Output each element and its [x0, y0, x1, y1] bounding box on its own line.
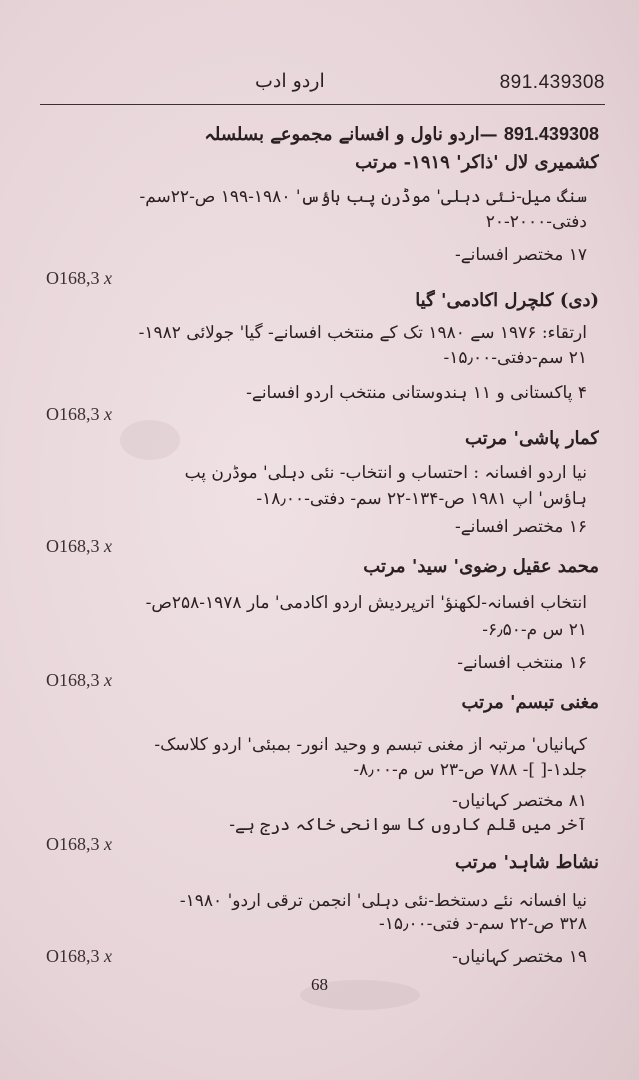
call-number-suffix: x — [104, 946, 112, 966]
page-number: 68 — [311, 975, 328, 994]
entry-line: ۱۷ مختصر افسانے- — [454, 245, 587, 265]
call-number-value: O168,3 — [46, 670, 100, 690]
entry-line: ۱۶ مختصر افسانے- — [454, 517, 587, 537]
series-number: 891.439308 — [503, 124, 599, 144]
call-number-suffix: x — [104, 404, 112, 424]
call-number-suffix: x — [104, 536, 112, 556]
entry-line: ارتقاء: ۱۹۷۶ سے ۱۹۸۰ تک کے منتخب افسانے- گیا' جولائی ۱۹۸۲- — [138, 323, 587, 343]
entry-heading: کشمیری لال 'ذاکر' ۱۹۱۹- مرتب — [355, 152, 599, 173]
call-number — [46, 404, 112, 425]
call-number — [46, 670, 112, 691]
entry-heading: محمد عقیل رضوی' سید' مرتب — [363, 556, 599, 577]
page-header — [40, 62, 605, 102]
entry-line: ۳۲۸ ص-۲۲ سم-د فتی-۱۵٫۰۰- — [378, 914, 587, 934]
call-number-value: O168,3 — [46, 404, 100, 424]
entry-line: نیا اردو افسانہ : احتساب و انتخاب- نئی دہلی' موڈرن پب — [184, 463, 587, 483]
entry-line: انتخاب افسانہ-لکھنؤ' اترپردیش اردو اکادمی' مار ۱۹۷۸-۲۵۸ص- — [145, 593, 587, 613]
entry-line: ۸۱ مختصر کہانیاں- — [452, 791, 587, 811]
entry-line: ۴ پاکستانی و ۱۱ ہندوستانی منتخب اردو افسانے- — [246, 383, 587, 403]
entry-line: دفتی-۲۰۰۰-۲۰ — [485, 212, 587, 232]
header-rule — [40, 104, 605, 105]
call-number-suffix: x — [104, 834, 112, 854]
entry-heading: (دی) کلچرل اکادمی' گیا — [415, 290, 599, 311]
header-title: اردو ادب — [255, 70, 325, 92]
call-number-suffix: x — [104, 670, 112, 690]
call-number — [46, 268, 112, 289]
call-number-value: O168,3 — [46, 268, 100, 288]
entry-line: کہانیاں' مرتبہ از مغنی تبسم و وحید انور- بمبئی' اردو کلاسک- — [154, 735, 587, 755]
entry-line: ہاؤس' اپ ۱۹۸۱ ص-۱۳۴-۲۲ سم- دفتی-۱۸٫۰۰- — [256, 489, 587, 509]
entry-line: جلد۱-[ ]- ۷۸۸ ص-۲۳ س م-۸٫۰۰- — [353, 760, 587, 780]
call-number-value: O168,3 — [46, 946, 100, 966]
entry-line: ۲۱ سم-دفتی-۱۵٫۰۰- — [443, 348, 587, 368]
call-number — [46, 536, 112, 557]
entry-heading: مغنی تبسم' مرتب — [461, 692, 599, 713]
entry-line: ۱۹ مختصر کہانیاں- — [452, 947, 587, 967]
entry-heading: کمار پاشی' مرتب — [464, 428, 599, 449]
header-class-number: 891.439308 — [499, 72, 605, 93]
call-number — [46, 946, 112, 967]
entry-line: ۱۶ منتخب افسانے- — [457, 653, 587, 673]
entry-heading: نشاط شاہد' مرتب — [454, 852, 599, 873]
series-text: —اردو ناول و افسانے مجموعے بسلسلہ — [204, 124, 498, 145]
call-number-value: O168,3 — [46, 834, 100, 854]
series-heading — [40, 124, 599, 145]
call-number-value: O168,3 — [46, 536, 100, 556]
entry-line: آخر میں قلم کاروں کا سوانحی خاکہ درج ہے- — [229, 815, 587, 835]
entry-line: نیا افسانہ نئے دستخط-نئی دہلی' انجمن ترقی اردو' ۱۹۸۰- — [179, 891, 587, 911]
entry-line: سنگ میل-نئی دہلی' موڈرن پب ہاؤس' ۱۹۸۰-۱۹۹ ص-۲۲سم- — [139, 187, 587, 207]
call-number-suffix: x — [104, 268, 112, 288]
entry-line: ۲۱ س م-۶٫۵۰- — [482, 620, 587, 640]
